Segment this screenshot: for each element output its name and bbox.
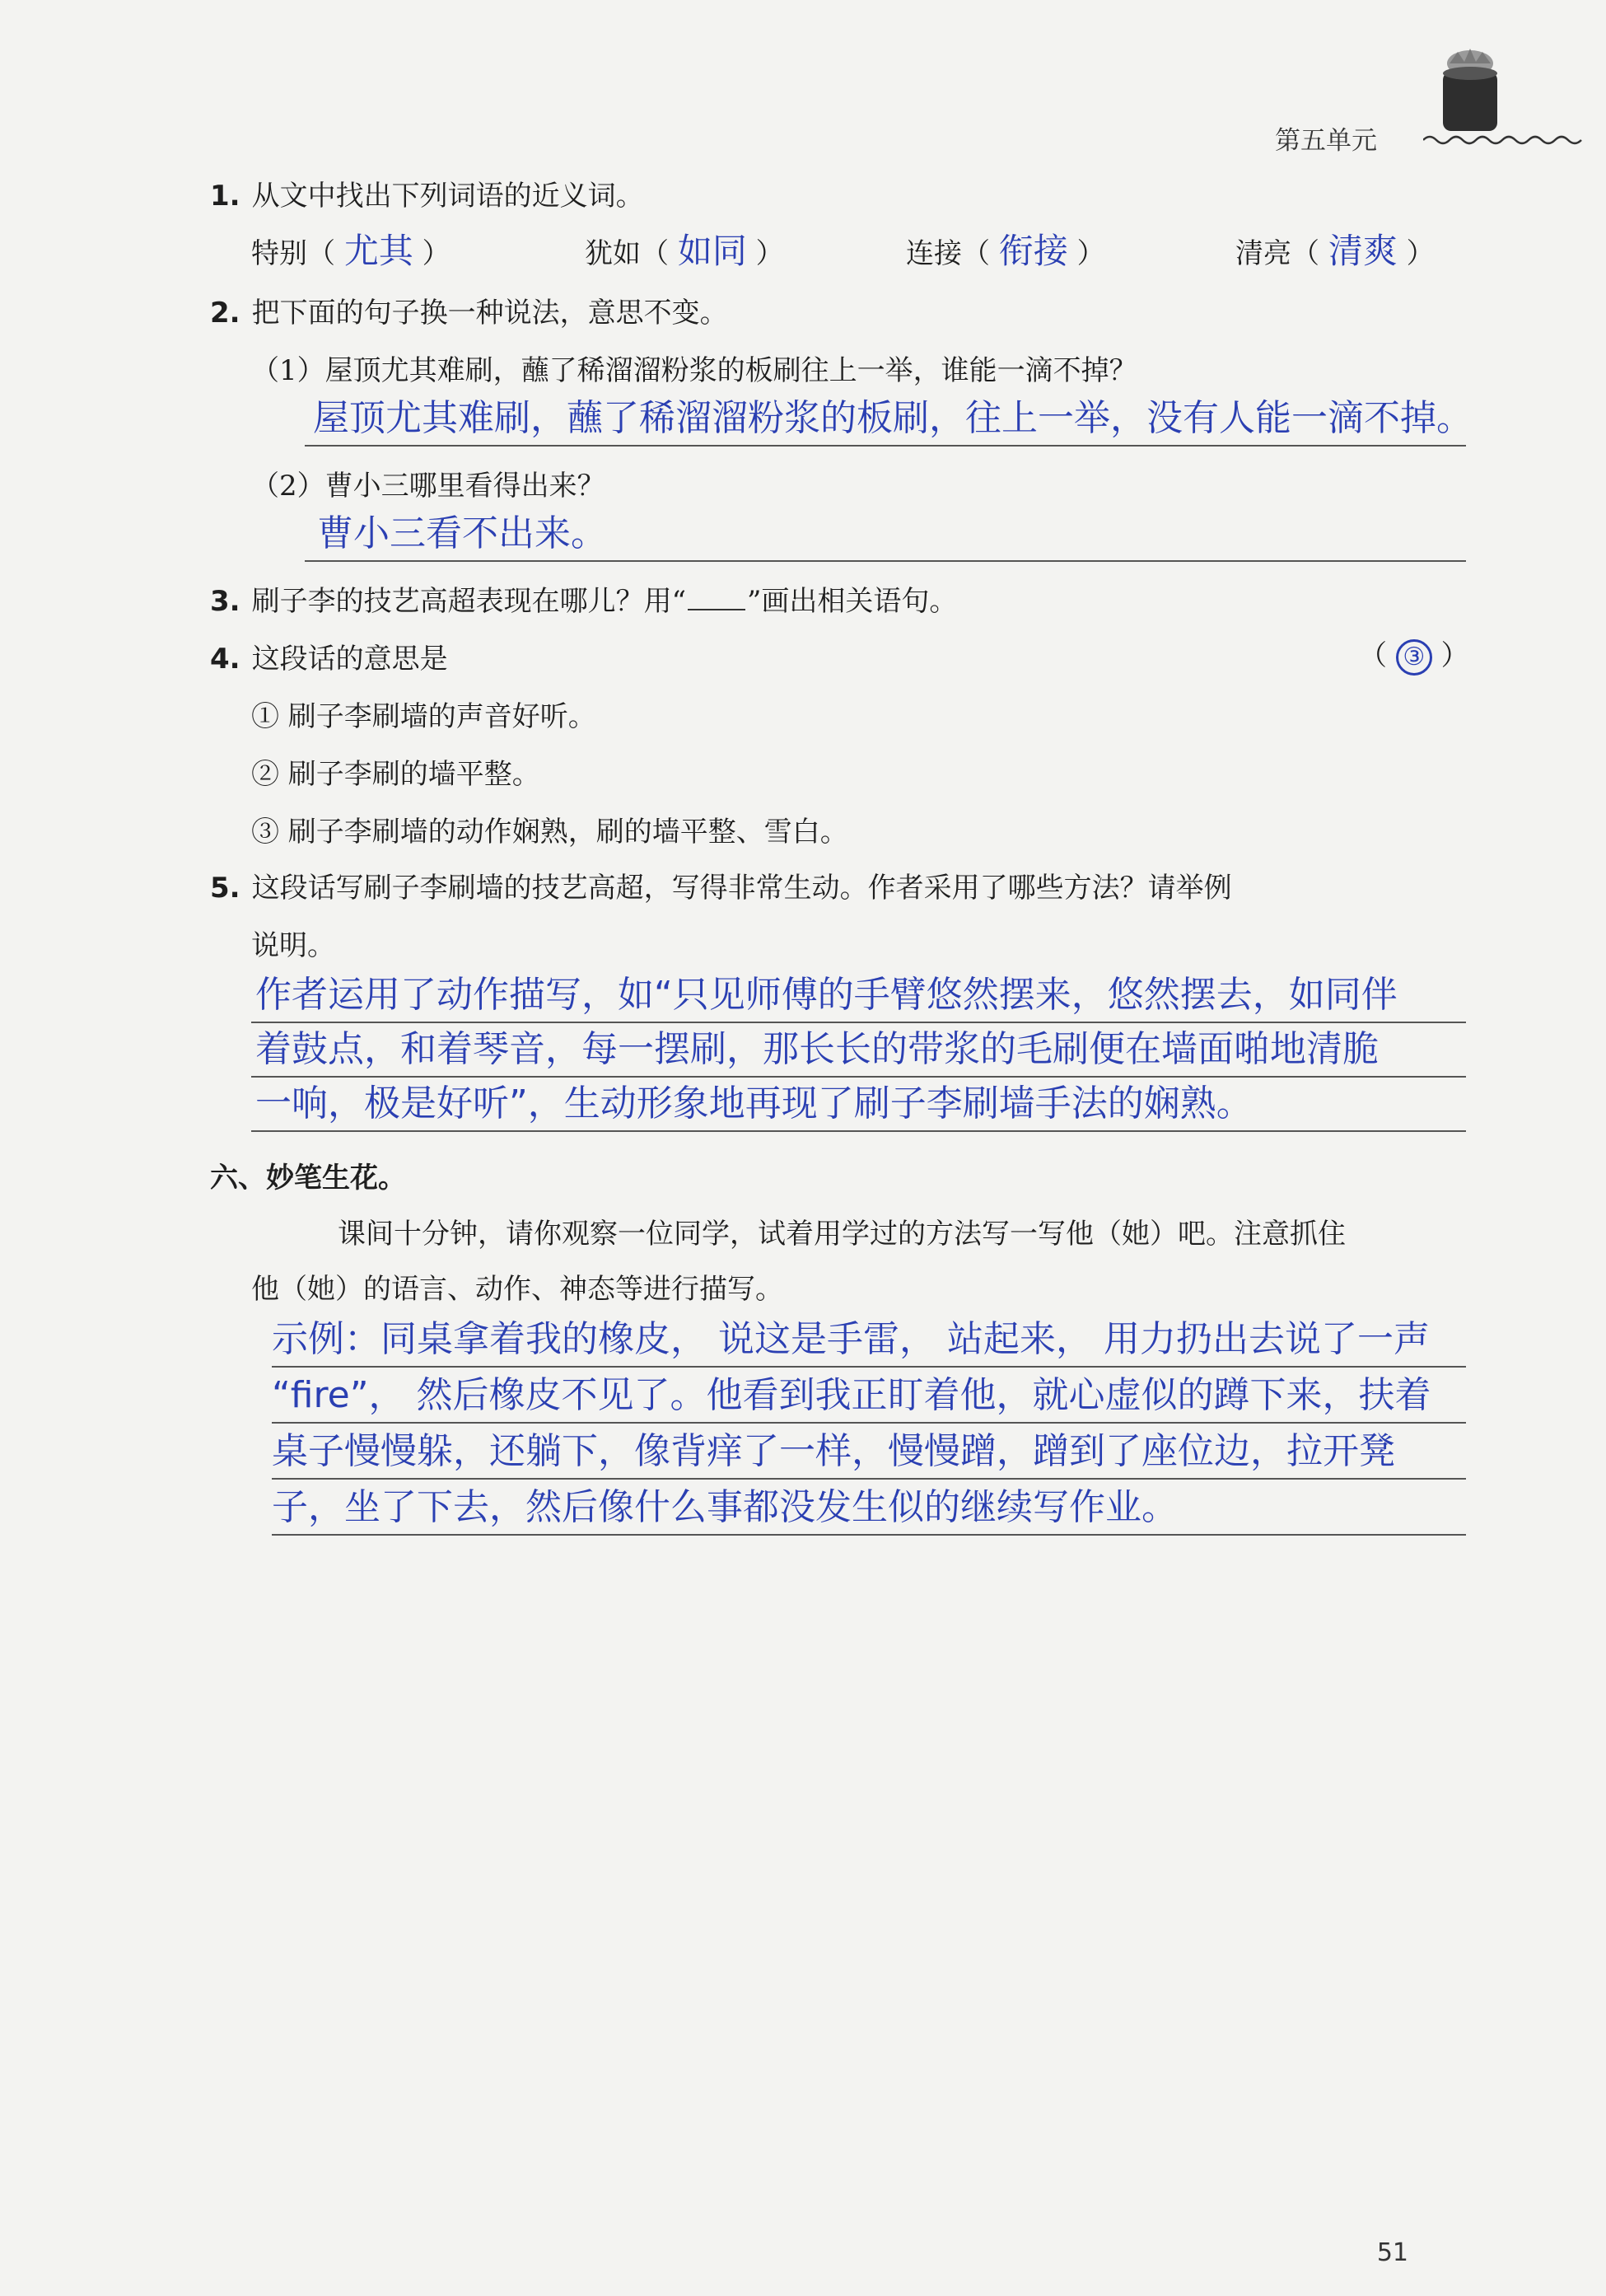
q2-sub2-answer: 曹小三看不出来。: [317, 512, 607, 554]
q1-answer-4: 清爽: [1328, 231, 1398, 271]
q5-number: 5.: [210, 872, 240, 905]
section-6-answer-line-3: 桌子慢慢躲，还躺下，像背痒了一样，慢慢蹭，蹭到了座位边，拉开凳: [272, 1430, 1395, 1472]
answer-line: [272, 1478, 1466, 1480]
q5-answer-line-3: 一响，极是好听”，生动形象地再现了刷子李刷墙手法的娴熟。: [255, 1083, 1253, 1125]
q4-answer: ③: [1396, 639, 1432, 676]
q5-prompt-line1: 5. 这段话写刷子李刷墙的技艺高超，写得非常生动。作者采用了哪些方法？请举例: [210, 872, 1232, 905]
q1-number: 1.: [210, 180, 240, 213]
q2-sub2-question: （2）曹小三哪里看得出来？: [251, 470, 605, 503]
section-6-answer-line-4: 子，坐了下去，然后像什么事都没发生似的继续写作业。: [272, 1486, 1178, 1528]
q4-option-1: ① 刷子李刷墙的声音好听。: [251, 700, 596, 733]
answer-line: [251, 1130, 1466, 1132]
unit-label: 第五单元: [1275, 126, 1377, 156]
answer-line: [251, 1076, 1466, 1078]
section-6-answer-line-1: 示例：同桌拿着我的橡皮， 说这是手雷， 站起来， 用力扔出去说了一声: [272, 1318, 1430, 1360]
section-6-answer-line-2: “fire”， 然后橡皮不见了。他看到我正盯着他，就心虚似的蹲下来，扶着: [272, 1374, 1431, 1416]
q1-item-3: 连接（ 衔接 ）: [906, 231, 1105, 271]
q4-option-3: ③ 刷子李刷墙的动作娴熟，刷的墙平整、雪白。: [251, 816, 848, 849]
q1-answer-3: 衔接: [998, 231, 1068, 271]
wave-divider: [1423, 132, 1584, 148]
answer-line: [251, 1022, 1466, 1023]
q1-answer-2: 如同: [677, 231, 747, 271]
q2-prompt: 2. 把下面的句子换一种说法，意思不变。: [210, 297, 728, 330]
q5-answer-line-2: 着鼓点，和着琴音，每一摆刷，那长长的带浆的毛刷便在墙面啪地清脆: [255, 1028, 1379, 1070]
section-6-prompt-line1: 课间十分钟，请你观察一位同学，试着用学过的方法写一写他（她）吧。注意抓住: [338, 1218, 1346, 1251]
answer-line: [272, 1422, 1466, 1424]
answer-line: [272, 1534, 1466, 1536]
q1-item-1: 特别（ 尤其 ）: [251, 231, 451, 271]
answer-line: [305, 445, 1466, 447]
q2-number: 2.: [210, 297, 240, 330]
answer-line: [272, 1366, 1466, 1368]
q1-answer-1: 尤其: [343, 231, 413, 271]
potted-plant-icon: [1433, 45, 1507, 139]
q4-number: 4.: [210, 643, 240, 676]
section-6-prompt-line2: 他（她）的语言、动作、神态等进行描写。: [251, 1273, 783, 1306]
q2-sub1-answer: 屋顶尤其难刷，蘸了稀溜溜粉浆的板刷，往上一举，没有人能一滴不掉。: [313, 397, 1473, 439]
q5-prompt-line2: 说明。: [251, 929, 335, 962]
q3-number: 3.: [210, 585, 240, 618]
section-6-title: 六、妙笔生花。: [210, 1162, 406, 1195]
q5-answer-line-1: 作者运用了动作描写，如“只见师傅的手臂悠然摆来，悠然摆去，如同伴: [255, 974, 1398, 1016]
q1-item-2: 犹如（ 如同 ）: [585, 231, 784, 271]
q2-sub1-question: （1）屋顶尤其难刷，蘸了稀溜溜粉浆的板刷往上一举，谁能一滴不掉？: [251, 354, 1137, 387]
q4-option-2: ② 刷子李刷的墙平整。: [251, 758, 540, 791]
q4-answer-bracket: （ ③ ）: [1359, 639, 1469, 676]
q4-prompt: 4. 这段话的意思是: [210, 643, 448, 676]
q1-item-4: 清亮（ 清爽 ）: [1235, 231, 1435, 271]
answer-line: [305, 560, 1466, 562]
q1-prompt: 1. 从文中找出下列词语的近义词。: [210, 180, 644, 213]
page-number: 51: [1376, 2238, 1408, 2267]
underline-marker: [688, 609, 745, 610]
q3-prompt: 3. 刷子李的技艺高超表现在哪儿？用“ ”画出相关语句。: [210, 585, 958, 618]
